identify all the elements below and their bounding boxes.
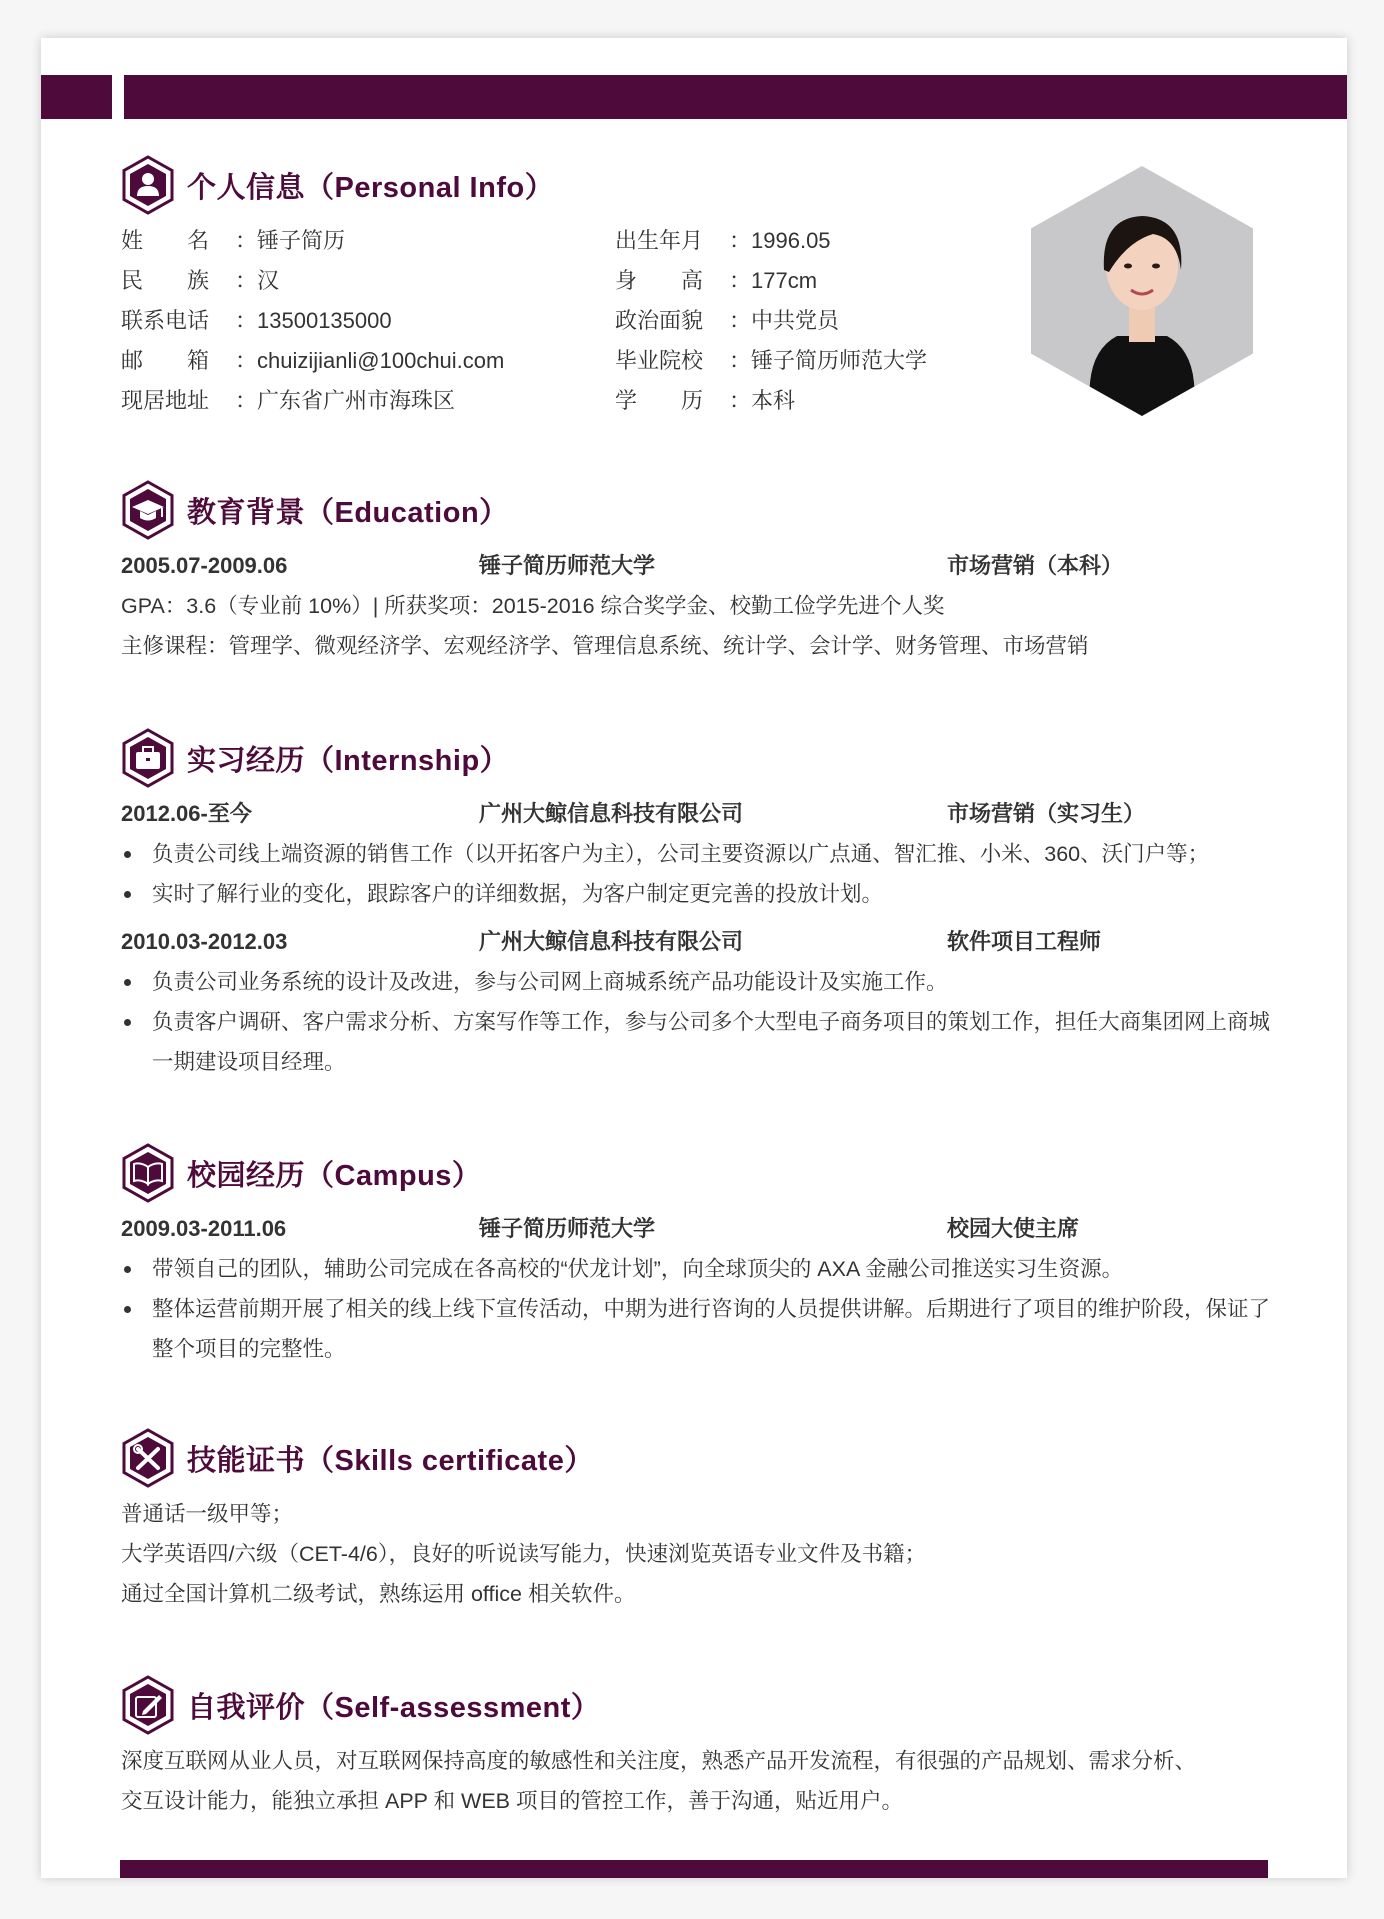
campus-school: 锤子简历师范大学 <box>479 1216 656 1241</box>
skills-title: 技能证书（Skills certificate） <box>187 1444 594 1477</box>
info-school: 毕业院校 ：锤子简历师范大学 <box>615 348 928 373</box>
tools-icon <box>121 1428 175 1488</box>
skill-line: 普通话一级甲等； <box>121 1502 294 1526</box>
education-date: 2005.07-2009.06 <box>121 553 288 578</box>
campus-section <box>121 1143 1271 1369</box>
list-item: 负责客户调研、客户需求分析、方案写作等工作，参与公司多个大型电子商务项目的策划工作，担任大商集团网上商城一期建设项目经理。 <box>121 1002 1271 1082</box>
internship-title: 实习经历（Internship） <box>187 744 510 777</box>
internship-entry-2-head <box>121 922 1271 962</box>
self-assessment-title: 自我评价（Self-assessment） <box>187 1691 601 1724</box>
skill-line: 通过全国计算机二级考试，熟练运用 office 相关软件。 <box>121 1582 636 1606</box>
list-item: 负责公司线上端资源的销售工作（以开拓客户为主），公司主要资源以广点通、智汇推、小米、360、沃门户等； <box>121 834 1271 874</box>
self-assessment-line: 交互设计能力，能独立承担 APP 和 WEB 项目的管控工作，善于沟通，贴近用户。 <box>121 1789 904 1813</box>
info-address: 现居地址 ：广东省广州市海珠区 <box>121 388 456 413</box>
education-courses-line: 主修课程：管理学、微观经济学、宏观经济学、管理信息系统、统计学、会计学、财务管理、市场营销 <box>121 634 1089 658</box>
info-political: 政治面貌 ：中共党员 <box>615 308 840 333</box>
list-item: 带领自己的团队，辅助公司完成在各高校的“伏龙计划”，向全球顶尖的 AXA 金融公司推送实习生资源。 <box>121 1249 1271 1289</box>
list-item: 负责公司业务系统的设计及改进，参与公司网上商城系统产品功能设计及实施工作。 <box>121 962 1271 1002</box>
internship-entry-1-head <box>121 794 1271 834</box>
internship-1-company: 广州大鲸信息科技有限公司 <box>479 801 744 826</box>
education-title: 教育背景（Education） <box>187 496 509 529</box>
info-name: 姓 名 ：锤子简历 <box>121 228 346 253</box>
skills-section <box>121 1428 1271 1614</box>
skill-line: 大学英语四/六级（CET-4/6），良好的听说读写能力，快速浏览英语专业文件及书籍； <box>121 1542 927 1566</box>
internship-1-date: 2012.06-至今 <box>121 801 252 826</box>
self-assessment-line: 深度互联网从业人员，对互联网保持高度的敏感性和关注度，熟悉产品开发流程，有很强的产品规划、需求分析、 <box>121 1749 1197 1773</box>
campus-title: 校园经历（Campus） <box>187 1159 482 1192</box>
education-major: 市场营销（本科） <box>947 553 1124 578</box>
internship-2-role: 软件项目工程师 <box>947 929 1102 954</box>
campus-date: 2009.03-2011.06 <box>121 1216 287 1241</box>
internship-1-role: 市场营销（实习生） <box>947 801 1146 826</box>
internship-2-date: 2010.03-2012.03 <box>121 929 288 954</box>
top-bar-right <box>124 75 1347 119</box>
education-gpa-line: GPA：3.6（专业前 10%）| 所获奖项：2015-2016 综合奖学金、校勤工俭学先进个人奖 <box>121 594 945 618</box>
info-ethnicity: 民 族 ：汉 <box>121 268 280 293</box>
edit-icon <box>121 1675 175 1735</box>
info-birth: 出生年月 ：1996.05 <box>615 228 831 253</box>
open-book-icon <box>121 1143 175 1203</box>
education-entry-head <box>121 546 1271 586</box>
bottom-bar <box>120 1860 1268 1878</box>
education-school: 锤子简历师范大学 <box>479 553 656 578</box>
internship-2-company: 广州大鲸信息科技有限公司 <box>479 929 744 954</box>
education-section <box>121 480 1271 666</box>
list-item: 整体运营前期开展了相关的线上线下宣传活动，中期为进行咨询的人员提供讲解。后期进行了项目的维护阶段，保证了整个项目的完整性。 <box>121 1289 1271 1369</box>
list-item: 实时了解行业的变化，跟踪客户的详细数据，为客户制定更完善的投放计划。 <box>121 874 1271 914</box>
internship-section <box>121 728 1271 1082</box>
top-bar-left <box>41 75 112 119</box>
resume-page <box>41 38 1347 1878</box>
graduation-cap-icon <box>121 480 175 540</box>
info-height: 身 高 ：177cm <box>615 268 818 293</box>
briefcase-icon <box>121 728 175 788</box>
self-assessment-section <box>121 1675 1271 1821</box>
info-degree: 学 历 ：本科 <box>615 388 796 413</box>
info-phone: 联系电话 ：13500135000 <box>121 308 392 333</box>
campus-role: 校园大使主席 <box>947 1216 1080 1241</box>
campus-entry-head <box>121 1209 1271 1249</box>
person-icon <box>121 155 175 215</box>
info-email: 邮 箱 ：chuizijianli@100chui.com <box>121 348 505 373</box>
personal-info-title: 个人信息（Personal Info） <box>187 171 555 204</box>
